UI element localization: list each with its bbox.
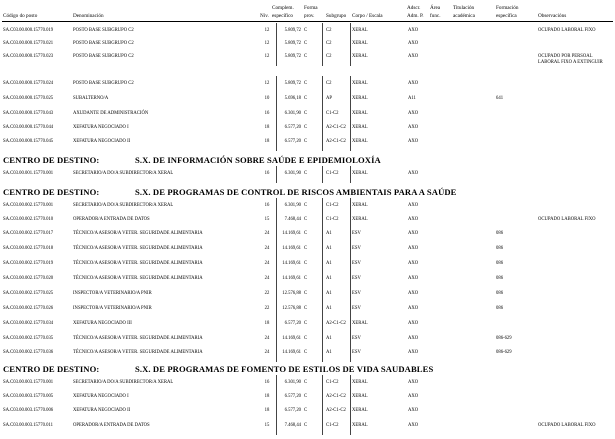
cell-niv: 24 xyxy=(264,276,270,281)
column-divider xyxy=(276,166,277,183)
cell-adsc: AXO xyxy=(408,231,419,236)
cell-adsc: AXO xyxy=(408,81,419,86)
cell-form: 086 xyxy=(496,291,504,296)
cell-den: SECRETARIO/A DO/A SUBDIRECTOR/A XERAL xyxy=(73,171,174,176)
cell-comp: 5.696,18 xyxy=(284,96,301,101)
cell-forma: C xyxy=(304,380,308,385)
cell-den: SUBALTERNO/A xyxy=(73,96,109,101)
cell-adsc: AXO xyxy=(408,306,419,311)
cell-code: SA.C03.00.000.15770.019 xyxy=(3,28,54,33)
header-area-bottom: func. xyxy=(430,13,441,19)
cell-corpo: ESV xyxy=(352,246,361,251)
cell-forma: C xyxy=(304,28,308,33)
cell-form: 641 xyxy=(496,96,504,101)
table-row xyxy=(0,203,615,215)
cell-corpo: ESV xyxy=(352,276,361,281)
header-corpo: Corpo / Escala xyxy=(352,13,383,19)
table-row xyxy=(0,28,615,40)
cell-niv: 18 xyxy=(264,408,270,413)
column-divider xyxy=(322,418,323,435)
cell-forma: C xyxy=(304,394,308,399)
cell-niv: 18 xyxy=(264,321,270,326)
cell-comp: 14.169,61 xyxy=(282,350,301,355)
header-adscr-bottom: Adm. P. xyxy=(407,13,424,19)
header-formacion-bottom: específica xyxy=(496,13,517,19)
cell-forma: C xyxy=(304,125,308,130)
cell-code: SA.C03.00.003.15770.001 xyxy=(3,380,54,385)
cell-sub: A2-C1-C2 xyxy=(326,408,346,413)
cell-adsc: AXO xyxy=(408,28,419,33)
cell-comp: 6.577,20 xyxy=(284,321,301,326)
header-subgrupo: Subgrupo xyxy=(326,13,347,19)
column-divider xyxy=(276,418,277,435)
cell-corpo: XERAL xyxy=(352,125,368,130)
cell-den: SECRETARIO/A DO/A SUBDIRECTOR/A XERAL xyxy=(73,380,174,385)
column-divider xyxy=(350,345,351,362)
cell-comp: 6.301,90 xyxy=(284,111,301,116)
cell-comp: 6.301,90 xyxy=(284,203,301,208)
cell-forma: C xyxy=(304,231,308,236)
column-divider xyxy=(350,49,351,66)
cell-niv: 12 xyxy=(264,28,270,33)
cell-adsc: AXO xyxy=(408,423,419,428)
table-row xyxy=(0,291,615,303)
cell-corpo: XERAL xyxy=(352,423,368,428)
cell-comp: 14.169,61 xyxy=(282,276,301,281)
centro-destino-name: S.X. DE PROGRAMAS DE FOMENTO DE ESTILOS DE VIDA SAUDABLES xyxy=(135,364,434,374)
table-row xyxy=(0,276,615,288)
header-observacions: Observacións xyxy=(538,13,567,19)
cell-niv: 18 xyxy=(264,125,270,130)
cell-obs: OCUPADO LABORAL FIXO xyxy=(538,217,596,222)
cell-obs: OCUPADO LABORAL FIXO xyxy=(538,28,596,33)
header-titulacion-top: Titulación xyxy=(453,5,475,11)
cell-niv: 12 xyxy=(264,54,270,59)
cell-den: TÉCNICO/A ASESOR/A VETER. SEGURIDADE ALIMENTARIA xyxy=(73,246,203,251)
cell-sub: C2 xyxy=(326,54,332,59)
header-nivel: Niv. xyxy=(260,13,269,19)
cell-sub: C2 xyxy=(326,28,332,33)
table-row xyxy=(0,231,615,243)
cell-niv: 16 xyxy=(264,380,270,385)
cell-forma: C xyxy=(304,246,308,251)
cell-adsc: AXO xyxy=(408,125,419,130)
cell-adsc: AXO xyxy=(408,171,419,176)
cell-code: SA.C03.00.002.15770.036 xyxy=(3,350,54,355)
cell-niv: 22 xyxy=(264,291,270,296)
cell-niv: 24 xyxy=(264,350,270,355)
cell-corpo: XERAL xyxy=(352,171,368,176)
cell-forma: C xyxy=(304,217,308,222)
cell-den: INSPECTOR/A VETERINARIO/A PNIR xyxy=(73,306,152,311)
column-divider xyxy=(322,166,323,183)
cell-niv: 12 xyxy=(264,41,270,46)
cell-forma: C xyxy=(304,276,308,281)
cell-sub: A2-C1-C2 xyxy=(326,139,346,144)
cell-den: OPERADOR/A ENTRADA DE DATOS xyxy=(73,423,150,428)
table-row xyxy=(0,380,615,392)
cell-sub: A1 xyxy=(326,231,332,236)
cell-corpo: XERAL xyxy=(352,111,368,116)
cell-comp: 6.577,20 xyxy=(284,139,301,144)
cell-niv: 12 xyxy=(264,81,270,86)
cell-sub: A2-C1-C2 xyxy=(326,321,346,326)
cell-sub: C1-C2 xyxy=(326,171,339,176)
table-row xyxy=(0,171,615,183)
cell-forma: C xyxy=(304,81,308,86)
cell-forma: C xyxy=(304,306,308,311)
table-row xyxy=(0,321,615,333)
centro-destino-label: CENTRO DE DESTINO: xyxy=(3,155,100,165)
cell-comp: 14.169,61 xyxy=(282,261,301,266)
cell-corpo: ESV xyxy=(352,231,361,236)
cell-form: 086-629 xyxy=(496,336,512,341)
cell-corpo: ESV xyxy=(352,306,361,311)
cell-forma: C xyxy=(304,54,308,59)
cell-form: 086-629 xyxy=(496,350,512,355)
table-row xyxy=(0,96,615,108)
cell-den: OPERADOR/A ENTRADA DE DATOS xyxy=(73,217,150,222)
cell-code: SA.C03.00.002.15770.034 xyxy=(3,321,54,326)
cell-sub: C1-C2 xyxy=(326,111,339,116)
cell-sub: C2 xyxy=(326,41,332,46)
table-row xyxy=(0,41,615,53)
cell-adsc: AXO xyxy=(408,408,419,413)
cell-code: SA.C03.00.000.15770.023 xyxy=(3,54,54,59)
cell-code: SA.C03.00.003.15770.011 xyxy=(3,423,53,428)
cell-comp: 7.468,44 xyxy=(284,423,301,428)
cell-corpo: ESV xyxy=(352,261,361,266)
cell-den: XEFATURA NEGOCIADO III xyxy=(73,321,132,326)
cell-niv: 24 xyxy=(264,261,270,266)
table-row xyxy=(0,306,615,318)
cell-code: SA.C03.00.003.15770.006 xyxy=(3,408,54,413)
header-formacion-top: Formación xyxy=(496,5,519,11)
column-divider xyxy=(350,166,351,183)
cell-code: SA.C03.00.002.15770.017 xyxy=(3,231,54,236)
header-area-top: Área xyxy=(430,5,441,11)
cell-den: TÉCNICO/A ASESOR/A VETER. SEGURIDADE ALIMENTARIA xyxy=(73,261,203,266)
cell-comp: 6.301,90 xyxy=(284,171,301,176)
cell-form: 086 xyxy=(496,306,504,311)
cell-den: XEFATURA NEGOCIADO II xyxy=(73,139,131,144)
cell-corpo: XERAL xyxy=(352,28,368,33)
header-forma-top: Forma xyxy=(304,5,318,11)
table-row xyxy=(0,408,615,420)
cell-niv: 24 xyxy=(264,246,270,251)
cell-code: SA.C03.00.000.15770.024 xyxy=(3,81,54,86)
cell-comp: 6.577,20 xyxy=(284,408,301,413)
cell-comp: 14.169,61 xyxy=(282,336,301,341)
cell-den: POSTO BASE SUBGRUPO C2 xyxy=(73,28,134,33)
table-row xyxy=(0,350,615,362)
cell-adsc: AXO xyxy=(408,394,419,399)
column-divider xyxy=(276,49,277,66)
cell-form: 086 xyxy=(496,276,504,281)
cell-sub: C1-C2 xyxy=(326,380,339,385)
cell-form: 086 xyxy=(496,246,504,251)
cell-sub: A1 xyxy=(326,336,332,341)
cell-sub: A2-C1-C2 xyxy=(326,125,346,130)
header-codigo: Código do posto xyxy=(3,13,38,19)
cell-adsc: AXO xyxy=(408,139,419,144)
column-divider xyxy=(350,418,351,435)
cell-corpo: XERAL xyxy=(352,41,368,46)
cell-code: SA.C03.00.000.15770.044 xyxy=(3,125,54,130)
cell-corpo: XERAL xyxy=(352,96,368,101)
cell-code: SA.C03.00.002.15770.019 xyxy=(3,261,54,266)
cell-corpo: ESV xyxy=(352,336,361,341)
cell-den: POSTO BASE SUBGRUPO C2 xyxy=(73,54,134,59)
cell-den: XEFATURA NEGOCIADO I xyxy=(73,125,129,130)
cell-sub: A1 xyxy=(326,246,332,251)
cell-sub: A1 xyxy=(326,276,332,281)
cell-corpo: XERAL xyxy=(352,54,368,59)
cell-niv: 18 xyxy=(264,139,270,144)
cell-den: TÉCNICO/A ASESOR/A VETER. SEGURIDADE ALIMENTARIA xyxy=(73,336,203,341)
column-divider xyxy=(322,49,323,66)
cell-corpo: ESV xyxy=(352,350,361,355)
cell-adsc: AXO xyxy=(408,380,419,385)
cell-den: SECRETARIO/A DO/A SUBDIRECTOR/A XERAL xyxy=(73,203,174,208)
cell-sub: A1 xyxy=(326,350,332,355)
table-row xyxy=(0,423,615,435)
centro-destino-name: S.X. DE INFORMACIÓN SOBRE SAÚDE E EPIDEMIOLOXÍA xyxy=(135,155,381,165)
cell-adsc: AXO xyxy=(408,276,419,281)
cell-obs: OCUPADO LABORAL FIXO xyxy=(538,423,596,428)
cell-den: POSTO BASE SUBGRUPO C2 xyxy=(73,81,134,86)
table-row xyxy=(0,261,615,273)
cell-adsc: AXO xyxy=(408,111,419,116)
centro-destino-label: CENTRO DE DESTINO: xyxy=(3,364,100,374)
cell-sub: C1-C2 xyxy=(326,423,339,428)
cell-forma: C xyxy=(304,203,308,208)
cell-forma: C xyxy=(304,408,308,413)
column-divider xyxy=(322,134,323,151)
cell-code: SA.C03.00.000.15770.021 xyxy=(3,41,54,46)
cell-forma: C xyxy=(304,96,308,101)
cell-sub: A1 xyxy=(326,291,332,296)
column-divider xyxy=(276,134,277,151)
cell-code: SA.C03.00.002.15770.020 xyxy=(3,276,54,281)
cell-form: 086 xyxy=(496,261,504,266)
cell-comp: 14.169,61 xyxy=(282,231,301,236)
table-row xyxy=(0,139,615,151)
cell-obs: OCUPADO POR PERSOAL LABORAL FIXO A EXTINGUIR xyxy=(538,54,603,65)
cell-adsc: AXO xyxy=(408,350,419,355)
cell-den: POSTO BASE SUBGRUPO C2 xyxy=(73,41,134,46)
cell-adsc: AXO xyxy=(408,217,419,222)
cell-sub: C1-C2 xyxy=(326,203,339,208)
cell-niv: 16 xyxy=(264,111,270,116)
cell-code: SA.C03.00.002.15770.018 xyxy=(3,246,54,251)
cell-niv: 10 xyxy=(264,96,270,101)
cell-niv: 15 xyxy=(264,217,270,222)
cell-den: TÉCNICO/A ASESOR/A VETER. SEGURIDADE ALIMENTARIA xyxy=(73,350,203,355)
cell-forma: C xyxy=(304,111,308,116)
cell-code: SA.C03.00.000.15770.025 xyxy=(3,96,54,101)
cell-adsc: AXO xyxy=(408,41,419,46)
cell-niv: 16 xyxy=(264,171,270,176)
column-divider xyxy=(350,134,351,151)
centro-destino-label: CENTRO DE DESTINO: xyxy=(3,187,100,197)
cell-code: SA.C03.00.002.15770.025 xyxy=(3,291,54,296)
cell-sub: A1 xyxy=(326,261,332,266)
cell-forma: C xyxy=(304,350,308,355)
cell-den: TÉCNICO/A ASESOR/A VETER. SEGURIDADE ALIMENTARIA xyxy=(73,231,203,236)
cell-comp: 6.577,20 xyxy=(284,394,301,399)
cell-adsc: AXO xyxy=(408,261,419,266)
column-divider xyxy=(276,345,277,362)
cell-forma: C xyxy=(304,336,308,341)
cell-comp: 14.169,61 xyxy=(282,246,301,251)
column-divider xyxy=(322,345,323,362)
cell-corpo: XERAL xyxy=(352,394,368,399)
cell-sub: A1 xyxy=(326,306,332,311)
cell-forma: C xyxy=(304,139,308,144)
cell-den: XEFATURA NEGOCIADO II xyxy=(73,408,131,413)
cell-code: SA.C03.00.001.15770.001 xyxy=(3,171,54,176)
cell-comp: 7.468,44 xyxy=(284,217,301,222)
cell-comp: 5.809,72 xyxy=(284,54,301,59)
header-denominacion: Denominación xyxy=(73,13,104,19)
cell-comp: 6.301,90 xyxy=(284,380,301,385)
cell-sub: C2 xyxy=(326,81,332,86)
cell-adsc: AXO xyxy=(408,54,419,59)
cell-niv: 24 xyxy=(264,231,270,236)
cell-adsc: AXO xyxy=(408,291,419,296)
cell-code: SA.C03.00.002.15770.026 xyxy=(3,306,54,311)
centro-destino-name: S.X. DE PROGRAMAS DE CONTROL DE RISCOS AMBIENTAIS PARA A SAÚDE xyxy=(135,187,457,197)
cell-comp: 6.577,20 xyxy=(284,125,301,130)
cell-comp: 5.809,72 xyxy=(284,28,301,33)
cell-forma: C xyxy=(304,291,308,296)
cell-code: SA.C03.00.003.15770.005 xyxy=(3,394,54,399)
cell-comp: 12.576,88 xyxy=(282,291,301,296)
header-titulacion-bottom: académica xyxy=(453,13,475,19)
cell-niv: 22 xyxy=(264,306,270,311)
cell-adsc: AXO xyxy=(408,203,419,208)
cell-adsc: AXO xyxy=(408,321,419,326)
header-complem-top: Complem. xyxy=(272,5,294,11)
cell-code: SA.C03.00.000.15770.045 xyxy=(3,139,54,144)
table-row xyxy=(0,111,615,123)
table-row xyxy=(0,394,615,406)
table-row xyxy=(0,336,615,348)
cell-corpo: ESV xyxy=(352,291,361,296)
cell-form: 086 xyxy=(496,231,504,236)
cell-den: INSPECTOR/A VETERINARIO/A PNIR xyxy=(73,291,152,296)
cell-forma: C xyxy=(304,423,308,428)
cell-adsc: AXO xyxy=(408,336,419,341)
table-row xyxy=(0,81,615,93)
cell-den: AXUDANTE DE ADMINISTRACIÓN xyxy=(73,111,149,116)
cell-adsc: A11 xyxy=(408,96,416,101)
cell-corpo: XERAL xyxy=(352,203,368,208)
header-divider xyxy=(2,21,613,22)
cell-corpo: XERAL xyxy=(352,321,368,326)
cell-comp: 12.576,88 xyxy=(282,306,301,311)
cell-adsc: AXO xyxy=(408,246,419,251)
cell-corpo: XERAL xyxy=(352,217,368,222)
table-row xyxy=(0,217,615,229)
table-row xyxy=(0,246,615,258)
cell-corpo: XERAL xyxy=(352,139,368,144)
cell-code: SA.C03.00.002.15770.010 xyxy=(3,217,54,222)
cell-comp: 5.809,72 xyxy=(284,41,301,46)
cell-forma: C xyxy=(304,41,308,46)
table-row xyxy=(0,125,615,137)
cell-niv: 24 xyxy=(264,336,270,341)
cell-forma: C xyxy=(304,261,308,266)
header-forma-bottom: prov. xyxy=(304,13,315,19)
cell-sub: A2-C1-C2 xyxy=(326,394,346,399)
cell-code: SA.C03.00.002.15770.035 xyxy=(3,336,54,341)
cell-niv: 15 xyxy=(264,423,270,428)
cell-code: SA.C03.00.000.15770.043 xyxy=(3,111,54,116)
cell-forma: C xyxy=(304,321,308,326)
header-complem-bottom: específico xyxy=(272,13,294,19)
cell-niv: 16 xyxy=(264,203,270,208)
header-adscr-top: Adscr. xyxy=(407,5,421,11)
cell-forma: C xyxy=(304,171,308,176)
cell-code: SA.C03.00.002.15770.001 xyxy=(3,203,54,208)
cell-sub: C1-C2 xyxy=(326,217,339,222)
cell-comp: 5.809,72 xyxy=(284,81,301,86)
cell-corpo: XERAL xyxy=(352,408,368,413)
cell-corpo: XERAL xyxy=(352,380,368,385)
cell-den: TÉCNICO/A ASESOR/A VETER. SEGURIDADE ALIMENTARIA xyxy=(73,276,203,281)
cell-den: XEFATURA NEGOCIADO I xyxy=(73,394,129,399)
table-row xyxy=(0,54,615,66)
cell-niv: 18 xyxy=(264,394,270,399)
cell-sub: AP xyxy=(326,96,332,101)
cell-corpo: XERAL xyxy=(352,81,368,86)
